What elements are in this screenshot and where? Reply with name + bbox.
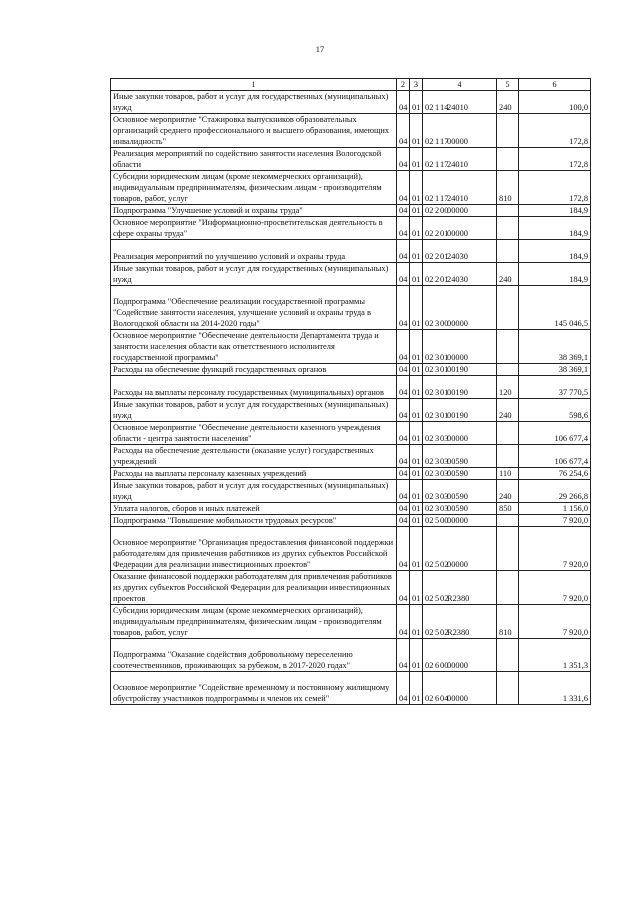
- target-article-code: [423, 571, 497, 605]
- section-code: 04: [397, 114, 410, 148]
- column-header: 6: [519, 79, 591, 91]
- target-article-part: 03: [440, 504, 449, 513]
- target-article-code: [423, 605, 497, 639]
- target-article-code: [423, 480, 497, 503]
- section-code: 04: [397, 468, 410, 480]
- target-article-code: [423, 422, 497, 445]
- amount-value: 184,9: [519, 263, 591, 286]
- subsection-code: 01: [410, 605, 423, 639]
- target-article-part: 00190: [447, 388, 468, 397]
- row-name: Расходы на обеспечение функций государственных органов: [111, 364, 397, 376]
- target-article-part: R2380: [447, 628, 470, 637]
- target-article-part: 00590: [447, 457, 468, 466]
- target-article-part: 00590: [447, 504, 468, 513]
- row-name: Основное мероприятие "Стажировка выпускников образовательных организаций среднего профессионального и высшего образования, имеющих инвалидность": [111, 114, 397, 148]
- target-article-part: 00000: [447, 206, 468, 215]
- target-article-part: 00000: [447, 560, 468, 569]
- amount-value: 100,0: [519, 91, 591, 114]
- table-row: [111, 639, 591, 672]
- target-article-part: 00000: [447, 229, 468, 238]
- target-article-part: 6: [435, 661, 440, 670]
- target-article-part: 3: [435, 365, 440, 374]
- section-code: 04: [397, 422, 410, 445]
- row-name: Расходы на обеспечение деятельности (оказание услуг) государственных учреждений: [111, 445, 397, 468]
- target-article-code: [423, 148, 497, 171]
- section-code: 04: [397, 91, 410, 114]
- target-article-part: 01: [440, 365, 449, 374]
- table-row: [111, 286, 591, 330]
- table-row: [111, 217, 591, 240]
- section-code: 04: [397, 376, 410, 399]
- amount-value: 172,8: [519, 171, 591, 205]
- row-name: Основное мероприятие "Информационно-просветительская деятельность в сфере охраны труда": [111, 217, 397, 240]
- subsection-code: 01: [410, 571, 423, 605]
- target-article-part: 02: [425, 516, 434, 525]
- page-number: 17: [315, 44, 325, 54]
- target-article-part: 02: [425, 275, 434, 284]
- expense-type-code: 240: [497, 399, 519, 422]
- section-code: 04: [397, 217, 410, 240]
- target-article-part: 02: [425, 560, 434, 569]
- target-article-part: 00000: [447, 319, 468, 328]
- target-article-part: 00: [440, 206, 449, 215]
- table-row: [111, 468, 591, 480]
- target-article-part: 24010: [447, 103, 468, 112]
- section-code: 04: [397, 205, 410, 217]
- budget-table: [110, 78, 591, 705]
- target-article-code: [423, 503, 497, 515]
- expense-type-code: [497, 639, 519, 672]
- section-code: 04: [397, 286, 410, 330]
- section-code: 04: [397, 445, 410, 468]
- target-article-part: 00190: [447, 411, 468, 420]
- target-article-part: 04: [440, 694, 449, 703]
- expense-type-code: [497, 445, 519, 468]
- target-article-code: [423, 171, 497, 205]
- column-header: 4: [423, 79, 497, 91]
- target-article-part: 01: [440, 229, 449, 238]
- subsection-code: 01: [410, 376, 423, 399]
- row-name: Субсидии юридическим лицам (кроме некоммерческих организаций), индивидуальным предпринимателям, физическим лицам - производителям товаров, работ, услуг: [111, 171, 397, 205]
- amount-value: 1 331,6: [519, 672, 591, 705]
- target-article-code: [423, 445, 497, 468]
- target-article-part: 2: [435, 206, 440, 215]
- target-article-part: 5: [435, 594, 440, 603]
- target-article-part: 00: [440, 319, 449, 328]
- amount-value: 172,8: [519, 114, 591, 148]
- subsection-code: 01: [410, 148, 423, 171]
- target-article-code: [423, 286, 497, 330]
- target-article-part: 02: [425, 492, 434, 501]
- target-article-part: 01: [440, 252, 449, 261]
- expense-type-code: 850: [497, 503, 519, 515]
- section-code: 04: [397, 527, 410, 571]
- row-name: Основное мероприятие "Обеспечение деятельности Департамента труда и занятости населения области как ответственного исполнителя государственной программы": [111, 330, 397, 364]
- target-article-part: 02: [425, 229, 434, 238]
- target-article-part: 02: [425, 388, 434, 397]
- column-header: 2: [397, 79, 410, 91]
- subsection-code: 01: [410, 263, 423, 286]
- row-name: Иные закупки товаров, работ и услуг для государственных (муниципальных) нужд: [111, 480, 397, 503]
- subsection-code: 01: [410, 515, 423, 527]
- target-article-part: 01: [440, 411, 449, 420]
- section-code: 04: [397, 503, 410, 515]
- amount-value: 184,9: [519, 205, 591, 217]
- target-article-part: 02: [425, 504, 434, 513]
- table-row: [111, 445, 591, 468]
- amount-value: 145 046,5: [519, 286, 591, 330]
- subsection-code: 01: [410, 639, 423, 672]
- expense-type-code: [497, 217, 519, 240]
- row-name: Реализация мероприятий по улучшению условий и охраны труда: [111, 240, 397, 263]
- target-article-part: 00000: [447, 516, 468, 525]
- subsection-code: 01: [410, 240, 423, 263]
- target-article-part: 00590: [447, 492, 468, 501]
- row-name: Подпрограмма "Оказание содействия добровольному переселению соотечественников, проживающих за рубежом, в 2017-2020 годах": [111, 639, 397, 672]
- expense-type-code: [497, 330, 519, 364]
- subsection-code: 01: [410, 330, 423, 364]
- expense-type-code: [497, 240, 519, 263]
- target-article-code: [423, 515, 497, 527]
- target-article-part: 2: [435, 229, 440, 238]
- target-article-part: 02: [425, 206, 434, 215]
- subsection-code: 01: [410, 91, 423, 114]
- expense-type-code: [497, 148, 519, 171]
- target-article-part: 02: [425, 469, 434, 478]
- section-code: 04: [397, 571, 410, 605]
- section-code: 04: [397, 148, 410, 171]
- table-row: [111, 376, 591, 399]
- target-article-part: 02: [425, 628, 434, 637]
- target-article-part: 5: [435, 516, 440, 525]
- target-article-part: 02: [425, 103, 434, 112]
- table-row: [111, 422, 591, 445]
- target-article-part: 02: [425, 434, 434, 443]
- column-header: 3: [410, 79, 423, 91]
- target-article-part: 01: [440, 388, 449, 397]
- target-article-part: 02: [440, 560, 449, 569]
- target-article-part: 02: [425, 137, 434, 146]
- target-article-part: 02: [425, 457, 434, 466]
- table-row: [111, 205, 591, 217]
- column-header: 1: [111, 79, 397, 91]
- row-name: Основное мероприятие "Обеспечение деятельности казенного учреждения области - центра занятости населения": [111, 422, 397, 445]
- amount-value: 7 920,0: [519, 515, 591, 527]
- target-article-part: 02: [425, 411, 434, 420]
- subsection-code: 01: [410, 399, 423, 422]
- target-article-part: 03: [440, 434, 449, 443]
- target-article-code: [423, 114, 497, 148]
- target-article-part: 02: [425, 194, 434, 203]
- target-article-part: 3: [435, 411, 440, 420]
- target-article-part: 3: [435, 434, 440, 443]
- table-row: [111, 399, 591, 422]
- target-article-part: 01: [440, 275, 449, 284]
- target-article-part: 3: [435, 504, 440, 513]
- target-article-part: 1: [435, 103, 440, 112]
- target-article-part: 00: [440, 661, 449, 670]
- target-article-part: 01: [440, 353, 449, 362]
- amount-value: 7 920,0: [519, 605, 591, 639]
- subsection-code: 01: [410, 205, 423, 217]
- subsection-code: 01: [410, 468, 423, 480]
- column-header: 5: [497, 79, 519, 91]
- section-code: 04: [397, 171, 410, 205]
- table-row: [111, 240, 591, 263]
- target-article-part: 00000: [447, 137, 468, 146]
- amount-value: 1 351,3: [519, 639, 591, 672]
- row-name: Расходы на выплаты персоналу казенных учреждений: [111, 468, 397, 480]
- amount-value: 29 266,8: [519, 480, 591, 503]
- section-code: 04: [397, 515, 410, 527]
- amount-value: 7 920,0: [519, 527, 591, 571]
- table-row: [111, 515, 591, 527]
- table-row: [111, 148, 591, 171]
- target-article-code: [423, 468, 497, 480]
- subsection-code: 01: [410, 217, 423, 240]
- row-name: Уплата налогов, сборов и иных платежей: [111, 503, 397, 515]
- target-article-part: 02: [425, 353, 434, 362]
- amount-value: 106 677,4: [519, 445, 591, 468]
- expense-type-code: 240: [497, 263, 519, 286]
- table-row: [111, 364, 591, 376]
- table-header-row: [111, 79, 591, 91]
- target-article-part: 00190: [447, 365, 468, 374]
- target-article-code: [423, 376, 497, 399]
- target-article-code: [423, 91, 497, 114]
- target-article-part: 17: [440, 137, 449, 146]
- target-article-part: 3: [435, 388, 440, 397]
- row-name: Иные закупки товаров, работ и услуг для государственных (муниципальных) нужд: [111, 399, 397, 422]
- target-article-part: 2: [435, 252, 440, 261]
- expense-type-code: [497, 364, 519, 376]
- target-article-part: 00590: [447, 469, 468, 478]
- target-article-part: 3: [435, 469, 440, 478]
- amount-value: 76 254,6: [519, 468, 591, 480]
- subsection-code: 01: [410, 364, 423, 376]
- target-article-code: [423, 263, 497, 286]
- target-article-part: 00000: [447, 434, 468, 443]
- subsection-code: 01: [410, 503, 423, 515]
- table-row: [111, 605, 591, 639]
- section-code: 04: [397, 364, 410, 376]
- target-article-part: 02: [425, 365, 434, 374]
- target-article-part: 24010: [447, 194, 468, 203]
- row-name: Подпрограмма "Повышение мобильности трудовых ресурсов": [111, 515, 397, 527]
- amount-value: 37 770,5: [519, 376, 591, 399]
- amount-value: 184,9: [519, 240, 591, 263]
- amount-value: 184,9: [519, 217, 591, 240]
- amount-value: 38 369,1: [519, 330, 591, 364]
- target-article-part: R2380: [447, 594, 470, 603]
- expense-type-code: [497, 205, 519, 217]
- target-article-part: 02: [440, 594, 449, 603]
- row-name: Оказание финансовой поддержки работодателям для привлечения работников из других субъектов Российской Федерации для реализации инвестиционных проектов: [111, 571, 397, 605]
- target-article-part: 1: [435, 194, 440, 203]
- row-name: Расходы на выплаты персоналу государственных (муниципальных) органов: [111, 376, 397, 399]
- target-article-part: 03: [440, 492, 449, 501]
- amount-value: 38 369,1: [519, 364, 591, 376]
- table-row: [111, 171, 591, 205]
- row-name: Субсидии юридическим лицам (кроме некоммерческих организаций), индивидуальным предпринимателям, физическим лицам - производителям товаров, работ, услуг: [111, 605, 397, 639]
- row-name: Основное мероприятие "Организация предоставления финансовой поддержки работодателям для привлечения работников из других субъектов Российской Федерации для реализации инвестиционных проектов": [111, 527, 397, 571]
- subsection-code: 01: [410, 672, 423, 705]
- target-article-part: 17: [440, 194, 449, 203]
- table-row: [111, 330, 591, 364]
- subsection-code: 01: [410, 422, 423, 445]
- target-article-part: 3: [435, 319, 440, 328]
- section-code: 04: [397, 263, 410, 286]
- target-article-part: 5: [435, 560, 440, 569]
- table-row: [111, 91, 591, 114]
- target-article-part: 03: [440, 457, 449, 466]
- target-article-code: [423, 364, 497, 376]
- section-code: 04: [397, 480, 410, 503]
- target-article-part: 5: [435, 628, 440, 637]
- section-code: 04: [397, 399, 410, 422]
- target-article-part: 02: [425, 252, 434, 261]
- expense-type-code: 110: [497, 468, 519, 480]
- expense-type-code: 240: [497, 480, 519, 503]
- target-article-code: [423, 399, 497, 422]
- target-article-code: [423, 672, 497, 705]
- target-article-part: 02: [425, 694, 434, 703]
- table-row: [111, 263, 591, 286]
- table-row: [111, 571, 591, 605]
- target-article-part: 2: [435, 275, 440, 284]
- amount-value: 1 156,0: [519, 503, 591, 515]
- target-article-part: 02: [425, 661, 434, 670]
- section-code: 04: [397, 672, 410, 705]
- row-name: Иные закупки товаров, работ и услуг для государственных (муниципальных) нужд: [111, 263, 397, 286]
- expense-type-code: 120: [497, 376, 519, 399]
- table-row: [111, 503, 591, 515]
- target-article-part: 02: [425, 160, 434, 169]
- target-article-part: 00000: [447, 694, 468, 703]
- amount-value: 7 920,0: [519, 571, 591, 605]
- target-article-part: 00000: [447, 353, 468, 362]
- amount-value: 172,8: [519, 148, 591, 171]
- target-article-part: 17: [440, 160, 449, 169]
- target-article-code: [423, 240, 497, 263]
- subsection-code: 01: [410, 480, 423, 503]
- expense-type-code: [497, 527, 519, 571]
- target-article-code: [423, 639, 497, 672]
- target-article-part: 3: [435, 457, 440, 466]
- expense-type-code: [497, 571, 519, 605]
- target-article-part: 3: [435, 492, 440, 501]
- expense-type-code: [497, 672, 519, 705]
- expense-type-code: 240: [497, 91, 519, 114]
- subsection-code: 01: [410, 527, 423, 571]
- table-row: [111, 527, 591, 571]
- target-article-code: [423, 527, 497, 571]
- subsection-code: 01: [410, 445, 423, 468]
- table-row: [111, 114, 591, 148]
- expense-type-code: 810: [497, 605, 519, 639]
- table-row: [111, 480, 591, 503]
- target-article-part: 03: [440, 469, 449, 478]
- target-article-part: 6: [435, 694, 440, 703]
- target-article-part: 00000: [447, 661, 468, 670]
- target-article-part: 24010: [447, 160, 468, 169]
- subsection-code: 01: [410, 171, 423, 205]
- amount-value: 598,6: [519, 399, 591, 422]
- section-code: 04: [397, 605, 410, 639]
- table-row: [111, 672, 591, 705]
- section-code: 04: [397, 240, 410, 263]
- expense-type-code: [497, 515, 519, 527]
- subsection-code: 01: [410, 286, 423, 330]
- row-name: Основное мероприятие "Содействие временному и постоянному жилищному обустройству участников подпрограммы и членов их семей": [111, 672, 397, 705]
- amount-value: 106 677,4: [519, 422, 591, 445]
- target-article-part: 1: [435, 160, 440, 169]
- subsection-code: 01: [410, 114, 423, 148]
- target-article-part: 00: [440, 516, 449, 525]
- section-code: 04: [397, 639, 410, 672]
- target-article-part: 14: [440, 103, 449, 112]
- section-code: 04: [397, 330, 410, 364]
- row-name: Реализация мероприятий по содействию занятости населения Вологодской области: [111, 148, 397, 171]
- target-article-part: 02: [440, 628, 449, 637]
- target-article-part: 3: [435, 353, 440, 362]
- expense-type-code: [497, 286, 519, 330]
- row-name: Подпрограмма "Улучшение условий и охраны труда": [111, 205, 397, 217]
- row-name: Подпрограмма "Обеспечение реализации государственной программы "Содействие занятости населения, улучшение условий и охраны труда в Вологодской области на 2014-2020 годы": [111, 286, 397, 330]
- target-article-code: [423, 217, 497, 240]
- target-article-part: 02: [425, 319, 434, 328]
- target-article-part: 1: [435, 137, 440, 146]
- target-article-code: [423, 205, 497, 217]
- target-article-part: 24030: [447, 275, 468, 284]
- expense-type-code: [497, 422, 519, 445]
- row-name: Иные закупки товаров, работ и услуг для государственных (муниципальных) нужд: [111, 91, 397, 114]
- target-article-part: 24030: [447, 252, 468, 261]
- expense-type-code: [497, 114, 519, 148]
- target-article-part: 02: [425, 594, 434, 603]
- expense-type-code: 810: [497, 171, 519, 205]
- target-article-code: [423, 330, 497, 364]
